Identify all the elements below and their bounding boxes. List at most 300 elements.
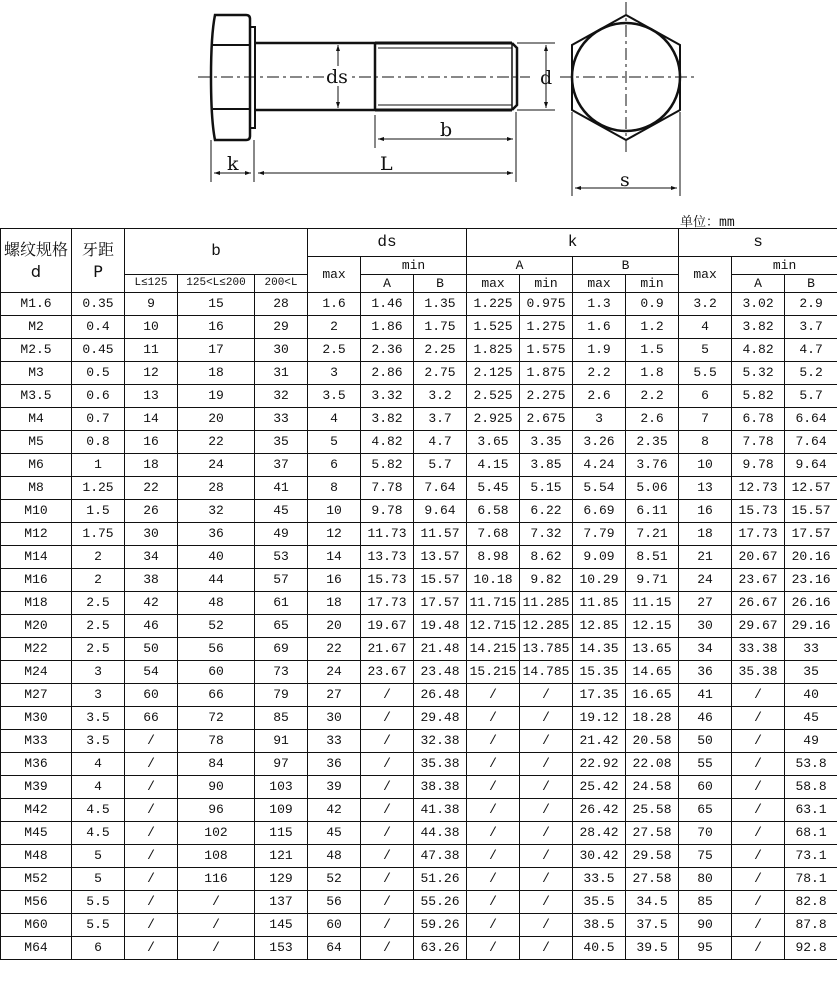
table-cell: 121	[255, 845, 308, 868]
table-row	[1, 477, 837, 500]
table-row	[1, 569, 837, 592]
table-cell: 26.67	[732, 592, 785, 615]
thread-spec-cell: M5	[1, 431, 72, 454]
table-cell: 22	[308, 638, 361, 661]
table-cell: 35	[255, 431, 308, 454]
table-cell: 69	[255, 638, 308, 661]
table-cell: 30	[125, 523, 178, 546]
table-cell: 11.57	[414, 523, 467, 546]
table-cell: /	[125, 937, 178, 960]
table-cell: 11.285	[520, 592, 573, 615]
table-cell: 21.42	[573, 730, 626, 753]
table-cell: 20.16	[785, 546, 837, 569]
table-cell: 16	[679, 500, 732, 523]
table-cell: 16	[178, 316, 255, 339]
table-cell: 115	[255, 822, 308, 845]
table-cell: 50	[679, 730, 732, 753]
table-cell: 38.38	[414, 776, 467, 799]
table-cell: 0.7	[72, 408, 125, 431]
table-cell: 64	[308, 937, 361, 960]
table-cell: 129	[255, 868, 308, 891]
table-cell: 85	[679, 891, 732, 914]
table-cell: 25.58	[626, 799, 679, 822]
table-cell: 0.5	[72, 362, 125, 385]
table-row	[1, 937, 837, 960]
table-cell: 44.38	[414, 822, 467, 845]
table-cell: /	[520, 891, 573, 914]
table-cell: /	[520, 799, 573, 822]
table-cell: 108	[178, 845, 255, 868]
thread-spec-cell: M36	[1, 753, 72, 776]
table-cell: 17	[178, 339, 255, 362]
table-cell: 29.67	[732, 615, 785, 638]
table-cell: 7.68	[467, 523, 520, 546]
table-cell: 20	[308, 615, 361, 638]
table-cell: 6	[72, 937, 125, 960]
table-cell: 92.8	[785, 937, 837, 960]
table-cell: 8.51	[626, 546, 679, 569]
table-cell: /	[732, 776, 785, 799]
header-pitch: 牙距 P	[72, 229, 125, 293]
table-cell: 5.5	[679, 362, 732, 385]
table-cell: 30	[308, 707, 361, 730]
table-cell: /	[125, 868, 178, 891]
table-cell: 3.2	[414, 385, 467, 408]
table-cell: 78.1	[785, 868, 837, 891]
table-cell: 41	[255, 477, 308, 500]
table-cell: /	[178, 914, 255, 937]
table-cell: 66	[125, 707, 178, 730]
table-cell: /	[520, 868, 573, 891]
table-cell: 72	[178, 707, 255, 730]
table-cell: 79	[255, 684, 308, 707]
table-cell: 40.5	[573, 937, 626, 960]
table-cell: 17.35	[573, 684, 626, 707]
table-body	[1, 293, 837, 960]
table-cell: 13.57	[414, 546, 467, 569]
label-k: k	[227, 153, 239, 175]
table-cell: 15.73	[361, 569, 414, 592]
table-cell: /	[467, 845, 520, 868]
table-cell: 17.73	[732, 523, 785, 546]
table-cell: /	[520, 753, 573, 776]
table-cell: 10	[679, 454, 732, 477]
thread-spec-cell: M33	[1, 730, 72, 753]
table-cell: 65	[679, 799, 732, 822]
table-cell: 2	[72, 546, 125, 569]
table-cell: 4	[72, 753, 125, 776]
table-cell: /	[361, 707, 414, 730]
table-row	[1, 408, 837, 431]
table-cell: /	[732, 845, 785, 868]
table-cell: 34	[679, 638, 732, 661]
table-cell: 1.8	[626, 362, 679, 385]
label-L: L	[380, 153, 393, 175]
table-cell: /	[732, 684, 785, 707]
table-cell: 5.54	[573, 477, 626, 500]
table-cell: 0.975	[520, 293, 573, 316]
table-cell: 9.78	[732, 454, 785, 477]
table-cell: 1.35	[414, 293, 467, 316]
table-cell: 1.875	[520, 362, 573, 385]
table-cell: 3	[573, 408, 626, 431]
header-s: s	[679, 229, 837, 257]
thread-spec-cell: M3	[1, 362, 72, 385]
table-cell: 3.02	[732, 293, 785, 316]
table-cell: 75	[679, 845, 732, 868]
table-cell: 45	[255, 500, 308, 523]
table-cell: 48	[308, 845, 361, 868]
table-cell: 28	[255, 293, 308, 316]
table-cell: 47.38	[414, 845, 467, 868]
table-cell: 24	[308, 661, 361, 684]
table-cell: 22	[125, 477, 178, 500]
table-cell: 40	[785, 684, 837, 707]
table-cell: 7.32	[520, 523, 573, 546]
table-cell: 41	[679, 684, 732, 707]
table-cell: /	[732, 937, 785, 960]
table-cell: 6.22	[520, 500, 573, 523]
table-cell: 29	[255, 316, 308, 339]
table-row	[1, 753, 837, 776]
table-cell: 15.215	[467, 661, 520, 684]
table-cell: 17.57	[414, 592, 467, 615]
table-cell: 5.7	[785, 385, 837, 408]
table-cell: 153	[255, 937, 308, 960]
table-row	[1, 454, 837, 477]
table-cell: 35.5	[573, 891, 626, 914]
table-cell: 33.5	[573, 868, 626, 891]
header-s-min-b: B	[785, 275, 837, 293]
table-cell: 12.15	[626, 615, 679, 638]
table-cell: 10	[125, 316, 178, 339]
table-cell: 0.45	[72, 339, 125, 362]
thread-spec-cell: M6	[1, 454, 72, 477]
thread-spec-cell: M1.6	[1, 293, 72, 316]
table-cell: 21.67	[361, 638, 414, 661]
table-cell: 14.785	[520, 661, 573, 684]
thread-spec-cell: M30	[1, 707, 72, 730]
table-cell: 14.215	[467, 638, 520, 661]
table-cell: 1.575	[520, 339, 573, 362]
table-cell: /	[125, 822, 178, 845]
table-cell: 17.73	[361, 592, 414, 615]
table-cell: /	[732, 753, 785, 776]
table-cell: 2.925	[467, 408, 520, 431]
table-cell: 14.35	[573, 638, 626, 661]
header-b-lgt200: 200<L	[255, 275, 308, 293]
table-row	[1, 523, 837, 546]
table-row	[1, 293, 837, 316]
table-cell: 4.15	[467, 454, 520, 477]
bolt-dimensions-table	[0, 228, 837, 960]
table-cell: /	[732, 707, 785, 730]
table-cell: 18	[679, 523, 732, 546]
table-cell: /	[467, 868, 520, 891]
header-b-l200: 125<L≤200	[178, 275, 255, 293]
header-s-min: min	[732, 257, 837, 275]
table-cell: 7.21	[626, 523, 679, 546]
table-row	[1, 339, 837, 362]
table-cell: 29.48	[414, 707, 467, 730]
table-cell: 12.285	[520, 615, 573, 638]
table-row	[1, 316, 837, 339]
table-cell: 116	[178, 868, 255, 891]
table-cell: 2.75	[414, 362, 467, 385]
table-cell: 2.36	[361, 339, 414, 362]
table-cell: 23.67	[361, 661, 414, 684]
table-cell: 12.85	[573, 615, 626, 638]
thread-spec-cell: M22	[1, 638, 72, 661]
table-cell: /	[732, 822, 785, 845]
table-cell: 19	[178, 385, 255, 408]
table-cell: 14.65	[626, 661, 679, 684]
table-cell: 2.5	[72, 638, 125, 661]
table-cell: 1.2	[626, 316, 679, 339]
table-cell: 80	[679, 868, 732, 891]
table-cell: 2.6	[626, 408, 679, 431]
table-cell: 5.45	[467, 477, 520, 500]
table-cell: 32.38	[414, 730, 467, 753]
table-row	[1, 385, 837, 408]
table-cell: 16	[125, 431, 178, 454]
thread-spec-cell: M39	[1, 776, 72, 799]
table-cell: 4.24	[573, 454, 626, 477]
table-cell: 5.5	[72, 914, 125, 937]
header-k-b-max: max	[573, 275, 626, 293]
thread-spec-cell: M3.5	[1, 385, 72, 408]
table-cell: 73.1	[785, 845, 837, 868]
table-cell: 0.8	[72, 431, 125, 454]
table-cell: /	[125, 891, 178, 914]
table-cell: 1.6	[308, 293, 361, 316]
thread-spec-cell: M24	[1, 661, 72, 684]
thread-spec-cell: M56	[1, 891, 72, 914]
table-cell: 19.67	[361, 615, 414, 638]
table-cell: /	[732, 868, 785, 891]
thread-spec-cell: M52	[1, 868, 72, 891]
table-cell: /	[467, 707, 520, 730]
table-cell: /	[520, 845, 573, 868]
table-cell: 60	[679, 776, 732, 799]
table-cell: 30	[679, 615, 732, 638]
table-cell: 3.7	[414, 408, 467, 431]
table-row	[1, 661, 837, 684]
table-cell: 1.46	[361, 293, 414, 316]
table-cell: 2.275	[520, 385, 573, 408]
table-cell: 78	[178, 730, 255, 753]
table-cell: 28	[178, 477, 255, 500]
table-cell: 52	[178, 615, 255, 638]
table-cell: 2.35	[626, 431, 679, 454]
table-cell: 0.35	[72, 293, 125, 316]
table-cell: /	[361, 937, 414, 960]
table-cell: 21.48	[414, 638, 467, 661]
table-row	[1, 684, 837, 707]
table-cell: /	[467, 891, 520, 914]
table-row	[1, 799, 837, 822]
header-k: k	[467, 229, 679, 257]
header-k-grade-b: B	[573, 257, 679, 275]
table-cell: 1.9	[573, 339, 626, 362]
table-cell: 14	[125, 408, 178, 431]
header-s-min-a: A	[732, 275, 785, 293]
table-cell: 2.86	[361, 362, 414, 385]
table-cell: 5.2	[785, 362, 837, 385]
table-cell: 18	[308, 592, 361, 615]
table-cell: 10.18	[467, 569, 520, 592]
table-cell: 45	[308, 822, 361, 845]
table-cell: /	[178, 891, 255, 914]
table-cell: 4.82	[361, 431, 414, 454]
table-cell: 1.525	[467, 316, 520, 339]
table-cell: 2.525	[467, 385, 520, 408]
table-cell: /	[361, 845, 414, 868]
table-cell: 2.6	[573, 385, 626, 408]
table-cell: /	[732, 799, 785, 822]
table-cell: 61	[255, 592, 308, 615]
table-cell: 6.11	[626, 500, 679, 523]
table-cell: 2.25	[414, 339, 467, 362]
table-cell: /	[361, 822, 414, 845]
header-s-max: max	[679, 257, 732, 293]
header-k-a-min: min	[520, 275, 573, 293]
header-k-a-max: max	[467, 275, 520, 293]
table-cell: 27.58	[626, 822, 679, 845]
table-cell: 16	[308, 569, 361, 592]
thread-spec-cell: M27	[1, 684, 72, 707]
table-cell: 25.42	[573, 776, 626, 799]
thread-spec-cell: M2.5	[1, 339, 72, 362]
label-ds: ds	[326, 66, 348, 88]
table-cell: 24	[679, 569, 732, 592]
thread-spec-cell: M8	[1, 477, 72, 500]
table-cell: 7.78	[732, 431, 785, 454]
table-cell: /	[178, 937, 255, 960]
table-cell: 65	[255, 615, 308, 638]
table-cell: 2.2	[573, 362, 626, 385]
label-s: s	[620, 169, 630, 191]
table-cell: /	[520, 914, 573, 937]
table-cell: 33	[255, 408, 308, 431]
table-cell: 27.58	[626, 868, 679, 891]
table-cell: 102	[178, 822, 255, 845]
table-row	[1, 431, 837, 454]
header-k-grade-a: A	[467, 257, 573, 275]
table-cell: 1.275	[520, 316, 573, 339]
table-cell: 82.8	[785, 891, 837, 914]
table-cell: 3.26	[573, 431, 626, 454]
table-cell: 3.35	[520, 431, 573, 454]
table-cell: 24	[178, 454, 255, 477]
table-cell: 103	[255, 776, 308, 799]
table-cell: 23.48	[414, 661, 467, 684]
table-cell: 19.48	[414, 615, 467, 638]
thread-spec-cell: M12	[1, 523, 72, 546]
table-cell: /	[125, 914, 178, 937]
table-cell: 49	[255, 523, 308, 546]
table-cell: 6.78	[732, 408, 785, 431]
table-cell: 9	[125, 293, 178, 316]
table-cell: 35	[785, 661, 837, 684]
table-cell: /	[125, 753, 178, 776]
table-cell: 2.5	[72, 615, 125, 638]
table-row	[1, 615, 837, 638]
thread-spec-cell: M14	[1, 546, 72, 569]
table-cell: 9.64	[785, 454, 837, 477]
table-cell: 50	[125, 638, 178, 661]
table-cell: 1.86	[361, 316, 414, 339]
table-cell: 11.15	[626, 592, 679, 615]
table-row	[1, 776, 837, 799]
table-cell: 5	[72, 868, 125, 891]
table-cell: /	[361, 730, 414, 753]
table-cell: 1.25	[72, 477, 125, 500]
thread-spec-cell: M42	[1, 799, 72, 822]
table-cell: 42	[308, 799, 361, 822]
table-cell: 55.26	[414, 891, 467, 914]
table-cell: 66	[178, 684, 255, 707]
table-cell: 1.6	[573, 316, 626, 339]
table-cell: /	[361, 684, 414, 707]
table-row	[1, 914, 837, 937]
table-cell: 6.58	[467, 500, 520, 523]
table-cell: 1.75	[72, 523, 125, 546]
table-cell: 13.65	[626, 638, 679, 661]
table-cell: 38.5	[573, 914, 626, 937]
bolt-drawing	[0, 0, 837, 215]
table-cell: 4	[72, 776, 125, 799]
table-cell: 63.26	[414, 937, 467, 960]
table-cell: 7.64	[785, 431, 837, 454]
table-cell: 32	[255, 385, 308, 408]
table-cell: 5.82	[361, 454, 414, 477]
table-cell: 96	[178, 799, 255, 822]
table-row	[1, 730, 837, 753]
table-cell: 11.715	[467, 592, 520, 615]
table-cell: 4	[308, 408, 361, 431]
table-cell: 4.7	[414, 431, 467, 454]
table-row	[1, 500, 837, 523]
table-row	[1, 891, 837, 914]
table-cell: 10.29	[573, 569, 626, 592]
table-cell: 35.38	[414, 753, 467, 776]
table-cell: 5.82	[732, 385, 785, 408]
table-cell: 5	[308, 431, 361, 454]
table-cell: 18.28	[626, 707, 679, 730]
table-cell: 3.5	[72, 707, 125, 730]
header-ds-min-b: B	[414, 275, 467, 293]
table-cell: 7.78	[361, 477, 414, 500]
thread-spec-cell: M60	[1, 914, 72, 937]
table-cell: /	[361, 776, 414, 799]
table-cell: 9.71	[626, 569, 679, 592]
table-cell: 15.57	[414, 569, 467, 592]
thread-spec-cell: M45	[1, 822, 72, 845]
table-cell: 2	[308, 316, 361, 339]
table-cell: 3.82	[361, 408, 414, 431]
table-cell: 90	[679, 914, 732, 937]
table-cell: 15	[178, 293, 255, 316]
table-cell: 41.38	[414, 799, 467, 822]
table-cell: 52	[308, 868, 361, 891]
table-cell: 1.225	[467, 293, 520, 316]
table-cell: 8	[308, 477, 361, 500]
table-cell: 3	[72, 684, 125, 707]
header-ds: ds	[308, 229, 467, 257]
table-row	[1, 592, 837, 615]
table-cell: 2.9	[785, 293, 837, 316]
